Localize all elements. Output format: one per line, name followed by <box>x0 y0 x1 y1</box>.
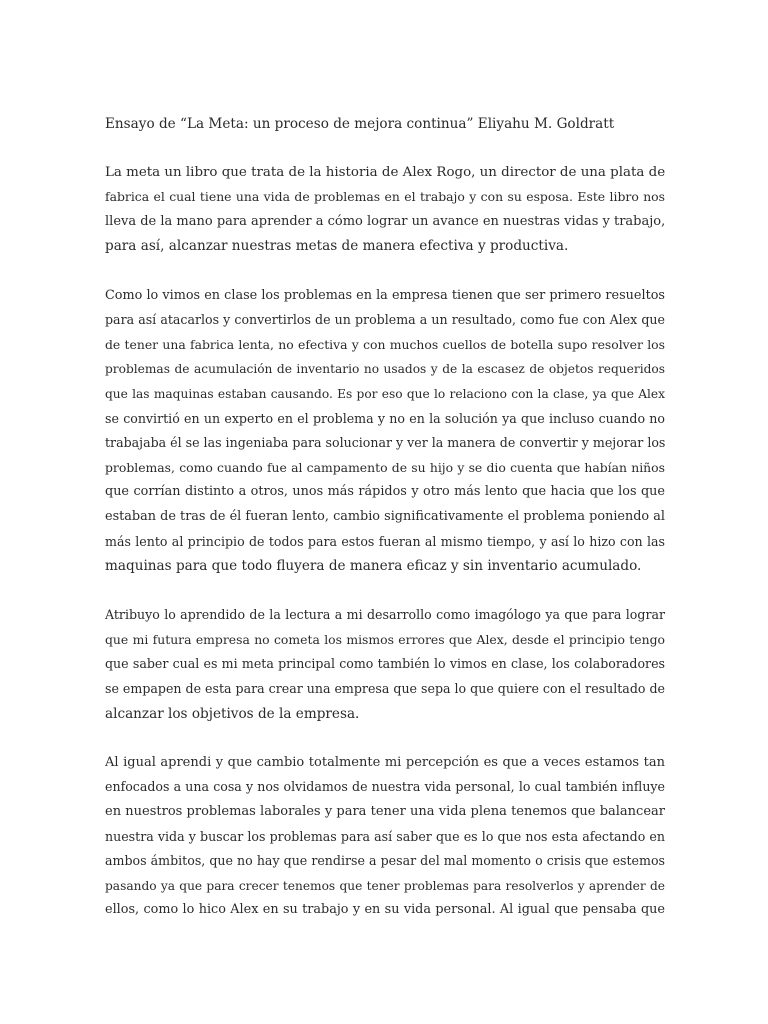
document-title: Ensayo de “La Meta: un proceso de mejora continua” Eliyahu M. Goldratt <box>105 116 615 132</box>
text-line: alcanzar los objetivos de la empresa. <box>105 705 360 722</box>
text-line: de tener una fabrica lenta, no efectiva y con muchos cuellos de botella supo resolver los <box>105 336 665 352</box>
text-line: ellos, como lo hico Alex en su trabajo y en su vida personal. Al igual que pensaba que <box>105 902 665 918</box>
text-line: se empapen de esta para crear una empresa que sepa lo que quiere con el resultado de <box>105 681 665 697</box>
paragraph-2 <box>105 284 665 579</box>
text-line: problemas, como cuando fue al campamento de su hijo y se dio cuenta que habían niños <box>105 459 665 475</box>
text-line: más lento al principio de todos para estos fueran al mismo tiempo, y así lo hizo con las <box>105 533 665 549</box>
text-line: que saber cual es mi meta principal como también lo vimos en clase, los colaboradores <box>105 656 665 672</box>
text-line: que las maquinas estaban causando. Es por eso que lo relaciono con la clase, ya que Alex <box>105 386 665 401</box>
text-line: pasando ya que para crecer tenemos que tener problemas para resolverlos y aprender de <box>105 878 665 893</box>
paragraph-1 <box>105 161 665 259</box>
text-line: enfocados a una cosa y nos olvidamos de nuestra vida personal, lo cual también influye <box>105 779 665 795</box>
text-line: fabrica el cual tiene una vida de problemas en el trabajo y con su esposa. Este libro nos <box>105 189 665 205</box>
text-line: que mi futura empresa no cometa los mismos errores que Alex, desde el principio tengo <box>105 631 665 647</box>
text-line: Al igual aprendi y que cambio totalmente mi percepción es que a veces estamos tan <box>105 754 665 770</box>
text-line: Atribuyo lo aprendido de la lectura a mi desarrollo como imagólogo ya que para lograr <box>105 607 665 623</box>
text-line: en nuestros problemas laborales y para tener una vida plena tenemos que balancear <box>105 804 665 820</box>
text-line: se convirtió en un experto en el problema y no en la solución ya que incluso cuando no <box>105 410 665 426</box>
text-line: para así atacarlos y convertirlos de un problema a un resultado, como fue con Alex que <box>105 312 665 328</box>
text-line: nuestra vida y buscar los problemas para así saber que es lo que nos esta afectando en <box>105 828 665 844</box>
text-line: maquinas para que todo fluyera de manera eficaz y sin inventario acumulado. <box>105 558 642 575</box>
paragraph-3 <box>105 603 665 726</box>
text-line: para así, alcanzar nuestras metas de manera efectiva y productiva. <box>105 238 569 255</box>
text-line: estaban de tras de él fueran lento, cambio significativamente el problema poniendo al <box>105 508 665 524</box>
text-line: que corrían distinto a otros, unos más rápidos y otro más lento que hacia que los que <box>105 484 665 500</box>
text-line: problemas de acumulación de inventario no usados y de la escasez de objetos requeridos <box>105 362 665 377</box>
text-line: La meta un libro que trata de la historia de Alex Rogo, un director de una plata de <box>105 164 666 180</box>
paragraph-4 <box>105 751 665 923</box>
text-line: Como lo vimos en clase los problemas en la empresa tienen que ser primero resueltos <box>105 287 665 303</box>
text-line: ambos ámbitos, que no hay que rendirse a pesar del mal momento o crisis que estemos <box>105 853 665 869</box>
document-body <box>105 112 665 948</box>
text-line: lleva de la mano para aprender a cómo lograr un avance en nuestras vidas y trabajo, <box>105 213 666 229</box>
text-line: trabajaba él se las ingeniaba para solucionar y ver la manera de convertir y mejorar los <box>105 435 666 451</box>
